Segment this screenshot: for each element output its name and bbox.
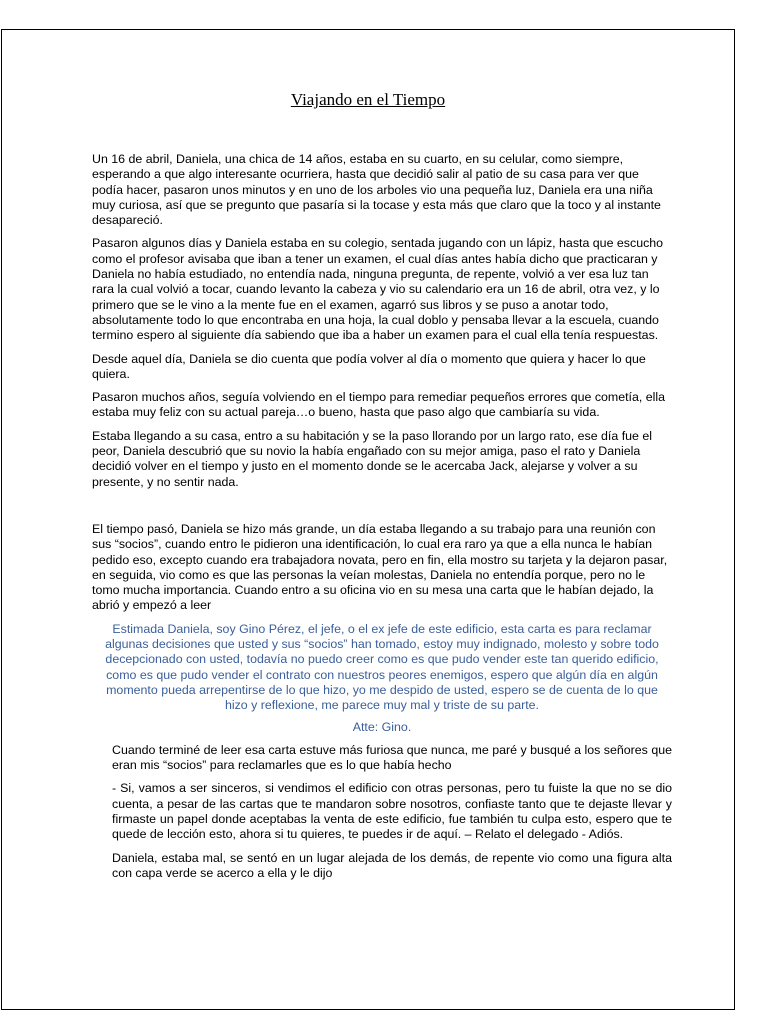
paragraph: Cuando terminé de leer esa carta estuve más furiosa que nunca, me paré y busqué a los señores que eran mis “socios” para reclamarles que es lo que había hecho <box>112 742 672 773</box>
quoted-letter <box>100 622 664 735</box>
paragraph: Pasaron muchos años, seguía volviendo en el tiempo para remediar pequeños errores que cometía, ella estaba muy feliz con su actual pareja…o bueno, hasta que paso algo que cambiaría su vida. <box>92 390 666 420</box>
paragraph: Un 16 de abril, Daniela, una chica de 14 años, estaba en su cuarto, en su celular, como siempre, esperando a que algo interesante ocurriera, hasta que decidió salir al patio de su casa para ver que podía hacer, pasaron unos minutos y en uno de los arboles vio una pequeña luz, Daniela era una niña muy curiosa, así que se pregunto que pasaría si la tocase y esta más que claro que la toco y al instante desapareció. <box>92 152 661 228</box>
letter-text: Estimada Daniela, soy Gino Pérez, el jefe, o el ex jefe de este edificio, esta carta es para reclamar algunas decisiones que usted y sus “socios” han tomado, estoy muy indignado, molesto y sobre todo decepcionado con usted, todavía no puedo creer como es que pudo vender este tan querido edificio, como es que pudo vender el contrato con nuestros peores enemigos, espero que algún día en algún momento pueda arrepentirse de lo que hizo, yo me despido de usted, espero se de cuenta de lo que hizo y reflexione, me parece muy mal y triste de su parte. <box>105 621 659 713</box>
paragraph: Pasaron algunos días y Daniela estaba en su colegio, sentada jugando con un lápiz, hasta que escucho como el profesor avisaba que iban a tener un examen, el cual días antes había dicho que practicaran y Daniela no había estudiado, no entendía nada, ninguna pregunta, de repente, volvió a ver esa luz tan rara la cual volvió a tocar, cuando levanto la cabeza y vio su calendario era un 16 de abril, otra vez, y lo primero que se le vino a la mente fue en el examen, agarró sus libros y se puso a anotar todo, absolutamente todo lo que encontraba en una hoja, la cual doblo y pensaba llevar a la escuela, cuando termino espero al siguiente día sabiendo que iba a haber un examen para el cual ella tenía respuestas. <box>92 236 664 343</box>
document-body <box>92 152 672 889</box>
letter-signature: Atte: Gino. <box>352 719 412 734</box>
paragraph: Desde aquel día, Daniela se dio cuenta que podía volver al día o momento que quiera y hacer lo que quiera. <box>92 351 646 381</box>
indented-section <box>92 743 672 881</box>
document-title: Viajando en el Tiempo <box>290 90 446 109</box>
paragraph: El tiempo pasó, Daniela se hizo más grande, un día estaba llegando a su trabajo para una reunión con sus “socios”, cuando entro le pidieron una identificación, lo cual era raro ya que a ella nunca le habían pedido eso, excepto cuando era trabajadora novata, pero en fin, ella mostro su tarjeta y la dejaron pasar, en seguida, vio como es que las personas la veían molestas, Daniela no entendía porque, pero no le tomo mucha importancia. Cuando entro a su oficina vio en su mesa una carta que le habían dejado, la abrió y empezó a leer <box>92 521 668 613</box>
section-gap <box>92 498 672 522</box>
document-page <box>1 29 735 1010</box>
paragraph: Estaba llegando a su casa, entro a su habitación y se la paso llorando por un largo rato, ese día fue el peor, Daniela descubrió que su novio la había engañado con su mejor amiga, paso el rato y Daniela decidió volver en el tiempo y justo en el momento donde se le acercaba Jack, alejarse y volver a su presente, y no sentir nada. <box>92 428 653 489</box>
paragraph: Daniela, estaba mal, se sentó en un lugar alejada de los demás, de repente vio como una figura alta con capa verde se acerco a ella y le dijo <box>112 850 672 880</box>
paragraph: - Si, vamos a ser sinceros, si vendimos el edificio con otras personas, pero tu fuiste la que no se dio cuenta, a pesar de las cartas que te mandaron sobre nosotros, confiaste tanto que te dejaste llevar y firmaste un papel donde aceptabas la venta de este edificio, fue también tu culpa esto, espero que te quede de lección esto, ahora si tu quieres, te puedes ir de aquí. – Relato el delegado - Adiós. <box>112 781 672 842</box>
